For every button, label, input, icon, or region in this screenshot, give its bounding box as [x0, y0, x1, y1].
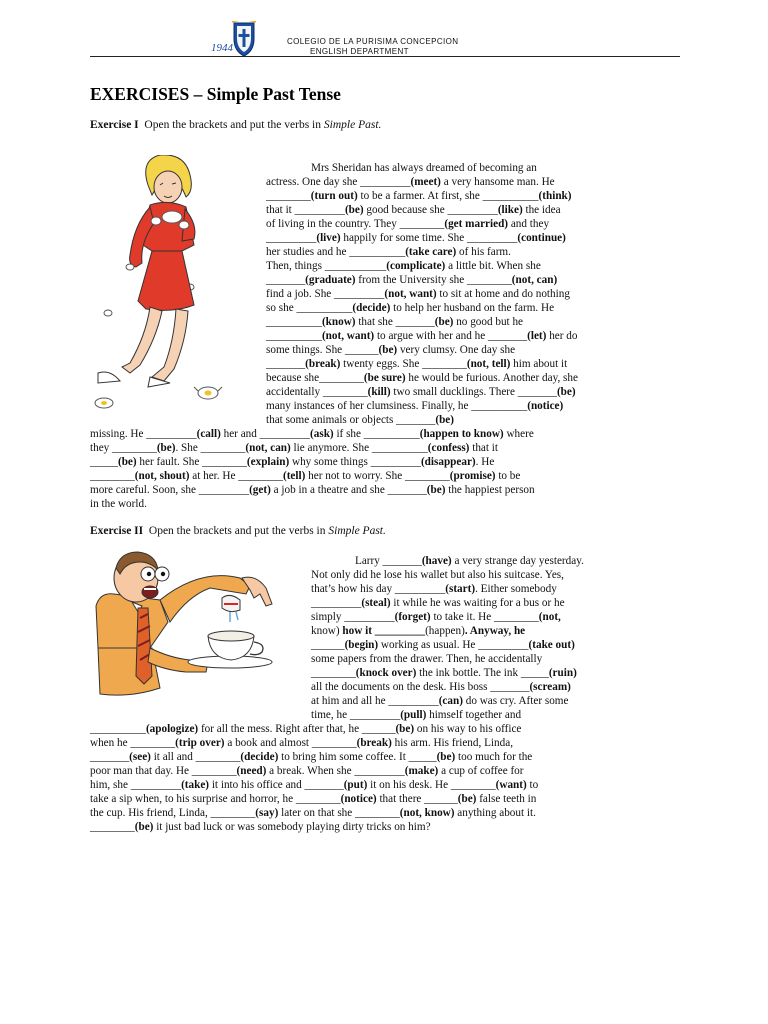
exercise1-line: in the world.: [90, 498, 147, 510]
exercise1-line: many instances of her clumsiness. Finally, he __________(notice): [266, 400, 564, 412]
exercise2-line: some papers from the drawer. Then, he accidentally: [311, 653, 543, 665]
exercise2-line: __________(apologize) for all the mess. Right after that, he ______(be) on his way to his office: [90, 723, 522, 735]
exercise2-line: him, she _________(take) it into his office and _______(put) it on his desk. He ________(want) to: [90, 779, 539, 791]
woman-dropping-eggs-illustration: [90, 155, 240, 415]
exercise1-line: accidentally ________(kill) two small ducklings. There _______(be): [266, 386, 576, 398]
man-with-coffee-cup-illustration: [90, 548, 285, 708]
exercise1-line: __________(know) that she _______(be) no good but he: [266, 316, 524, 328]
exercise2-line: all the documents on the desk. His boss _______(scream): [311, 681, 571, 693]
exercise1-label: Exercise I: [90, 119, 139, 131]
page-title: EXERCISES – Simple Past Tense: [90, 84, 341, 104]
exercise2-instruction-text: Open the brackets and put the verbs in: [148, 525, 329, 537]
exercise2-label: Exercise II: [90, 525, 144, 537]
exercise1-line: ________(turn out) to be a farmer. At first, she __________(think): [266, 190, 572, 202]
exercise2-line: _______(see) it all and ________(decide) to bring him some coffee. It _____(be) too much for the: [90, 751, 533, 763]
exercise2-line: know) how it _________(happen). Anyway, he: [311, 625, 526, 637]
exercise1-line: missing. He _________(call) her and _________(ask) if she __________(happen to know) where: [90, 428, 534, 440]
exercise2-line: the cup. His friend, Linda, ________(say) later on that she ________(not, know) anything about it.: [90, 807, 536, 819]
exercise2-line: at him and all he _________(can) do was cry. After some: [311, 695, 569, 707]
exercise1-line: because she________(be sure) he would be furious. Another day, she: [266, 372, 578, 384]
exercise2-line: ______(begin) working as usual. He _________(take out): [311, 639, 575, 651]
exercise1-line: of living in the country. They ________(get married) and they: [266, 218, 550, 230]
exercise2-instruction-italic: Simple Past.: [328, 525, 386, 537]
page-header: [210, 21, 680, 59]
department-name: ENGLISH DEPARTMENT: [310, 47, 409, 56]
exercise1-line: _____(be) her fault. She ________(explain) why some things _________(disappear). He: [90, 456, 495, 468]
exercise1-instruction: [90, 119, 381, 131]
exercise1-line: more careful. Soon, she _________(get) a job in a theatre and she _______(be) the happiest person: [90, 484, 535, 496]
header-divider: [90, 56, 680, 57]
exercise1-line: ________(not, shout) at her. He ________(tell) her not to worry. She ________(promise) to be: [90, 470, 521, 482]
exercise1-line: actress. One day she _________(meet) a very hansome man. He: [266, 176, 555, 188]
exercise1-line: __________(not, want) to argue with her and he _______(let) her do: [266, 330, 578, 342]
exercise1-line: some things. She ______(be) very clumsy. One day she: [266, 344, 516, 356]
exercise2-line: _________(steal) it while he was waiting for a bus or he: [311, 597, 565, 609]
exercise1-line: _________(live) happily for some time. She _________(continue): [266, 232, 566, 244]
exercise2-line: time, he _________(pull) himself together and: [311, 709, 522, 721]
exercise1-line: Mrs Sheridan has always dreamed of becoming an: [311, 162, 537, 174]
exercise1-line: find a job. She _________(not, want) to sit at home and do nothing: [266, 288, 570, 300]
exercise2-instruction: [90, 525, 386, 537]
school-logo: [210, 21, 278, 57]
exercise1-instruction-italic: Simple Past.: [323, 119, 382, 131]
exercise1-line: Then, things ___________(complicate) a little bit. When she: [266, 260, 541, 272]
exercise2-line: when he ________(trip over) a book and almost ________(break) his arm. His friend, Linda,: [90, 737, 513, 749]
exercise2-line: Larry _______(have) a very strange day yesterday.: [355, 555, 584, 567]
exercise2-line: Not only did he lose his wallet but also his suitcase. Yes,: [311, 569, 564, 581]
school-name: COLEGIO DE LA PURISIMA CONCEPCION: [287, 37, 459, 46]
exercise1-line: _______(break) twenty eggs. She ________(not, tell) him about it: [266, 358, 568, 370]
exercise1-instruction-text: Open the brackets and put the verbs in: [144, 119, 324, 131]
exercise2-line: ________(be) it just bad luck or was somebody playing dirty tricks on him?: [90, 821, 431, 833]
exercise2-line: that’s how his day _________(start). Either somebody: [311, 583, 557, 595]
exercise2-line: take a sip when, to his surprise and horror, he ________(notice) that there ______(be) false teeth in: [90, 793, 537, 805]
exercise1-line: that it _________(be) good because she _________(like) the idea: [266, 204, 561, 216]
exercise2-line: poor man that day. He ________(need) a break. When she _________(make) a cup of coffee for: [90, 765, 524, 777]
exercise1-line: so she __________(decide) to help her husband on the farm. He: [266, 302, 555, 314]
svg-text:1944: 1944: [211, 42, 233, 54]
exercise1-line: her studies and he __________(take care) of his farm.: [266, 246, 511, 258]
exercise1-line: they ________(be). She ________(not, can) lie anymore. She __________(confess) that it: [90, 442, 499, 454]
exercise1-line: _______(graduate) from the University she ________(not, can): [266, 274, 558, 286]
exercise2-line: simply _________(forget) to take it. He ________(not,: [311, 611, 561, 623]
exercise2-line: ________(knock over) the ink bottle. The ink _____(ruin): [311, 667, 577, 679]
exercise1-line: that some animals or objects _______(be): [266, 414, 454, 426]
